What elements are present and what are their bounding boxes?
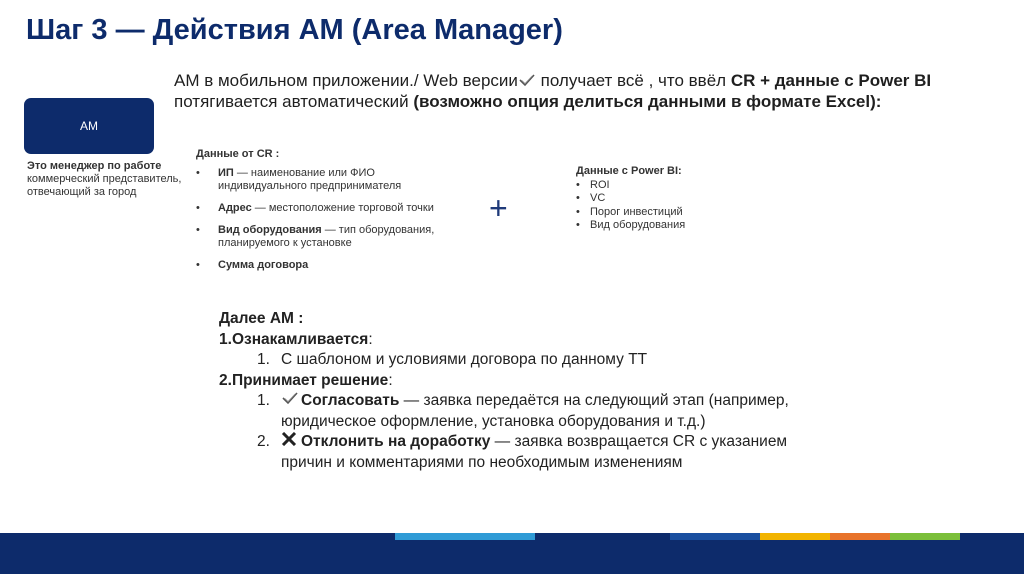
powerbi-data-block <box>576 165 776 233</box>
intro-bold-2: (возможно опция делиться данными в формате Excel): <box>413 92 882 111</box>
intro-text-2: получает всё , что ввёл <box>535 71 731 90</box>
bullet-icon: • <box>576 178 580 191</box>
option-approve-number: 1. <box>257 392 270 409</box>
bullet-icon: • <box>576 192 580 204</box>
footer-stripe <box>830 533 890 540</box>
step-2-label: Принимает решение <box>231 371 389 389</box>
option-reject-label: Отклонить на доработку <box>301 433 491 450</box>
option-reject-number: 2. <box>257 433 270 450</box>
bullet-icon: • <box>196 167 200 179</box>
intro-text-3: потягивается автоматический <box>174 92 414 111</box>
footer-stripe <box>395 533 535 540</box>
powerbi-item: ROI <box>590 178 610 191</box>
cr-item-bold: ИП <box>218 167 234 179</box>
powerbi-item: Вид оборудования <box>590 219 686 231</box>
next-heading-text: Далее АМ : <box>219 310 304 327</box>
option-approve-text: — заявка передаётся на следующий этап (например, юридическое оформление, установка оборудования и т.д.) <box>281 392 789 430</box>
footer-stripe <box>0 533 395 540</box>
list-item <box>196 167 466 193</box>
bullet-icon: • <box>576 219 580 231</box>
footer-stripe <box>670 533 760 540</box>
list-item <box>196 259 466 272</box>
cr-item-bold: Адрес <box>218 202 252 214</box>
step-1-colon: : <box>368 330 373 348</box>
step-1-sub <box>219 350 819 371</box>
step-1-number: 1. <box>219 330 232 348</box>
am-description-bold: Это менеджер по работе <box>27 160 162 172</box>
bullet-icon: • <box>196 202 200 214</box>
bullet-icon: • <box>196 259 200 271</box>
list-item <box>576 179 776 193</box>
cross-icon <box>281 432 301 446</box>
option-reject-text: — заявка возвращается CR с указанием причин и комментариями по необходимым изменениям <box>281 433 788 471</box>
bullet-icon: • <box>196 224 200 236</box>
step-1 <box>219 330 819 351</box>
cr-item-rest: — местоположение торговой точки <box>251 202 434 214</box>
cr-data-list <box>196 167 466 272</box>
list-item <box>576 192 776 206</box>
cr-data-heading: Данные от CR : <box>196 148 280 160</box>
list-item <box>196 224 466 250</box>
option-approve-label: Согласовать <box>301 392 400 409</box>
page-title: Шаг 3 — Действия АМ (Area Manager) <box>26 14 563 46</box>
footer-stripe <box>535 533 670 540</box>
footer-stripe <box>890 533 960 540</box>
list-item <box>196 202 466 215</box>
intro-paragraph <box>174 70 964 112</box>
am-role-label: АМ <box>80 119 98 133</box>
step-2-colon: : <box>388 371 393 389</box>
am-description <box>27 160 202 199</box>
intro-bold-1: CR + данные с Power BI <box>730 71 932 90</box>
cr-item-bold: Вид оборудования <box>218 224 322 236</box>
cr-item-rest: — наименование или ФИО индивидуального предпринимателя <box>218 167 402 192</box>
next-heading <box>219 309 819 330</box>
step-2-number: 2. <box>219 371 232 389</box>
check-icon <box>281 391 301 405</box>
am-role-box <box>24 98 154 154</box>
option-reject <box>219 432 819 473</box>
option-approve <box>219 391 819 432</box>
step-1-label: Ознакамливается <box>231 330 369 348</box>
am-description-rest: коммерческий представитель, отвечающий за город <box>27 173 182 198</box>
plus-icon: + <box>489 190 508 226</box>
next-steps-block <box>219 309 819 473</box>
cr-item-bold: Сумма договора <box>218 259 309 271</box>
intro-text-1: АМ в мобильном приложении./ Web версии <box>174 71 518 90</box>
step-1-sub-text: С шаблоном и условиями договора по данному ТТ <box>281 351 648 368</box>
powerbi-item: Порог инвестиций <box>590 205 683 218</box>
bullet-icon: • <box>576 205 580 218</box>
list-item <box>576 206 776 220</box>
footer-stripe <box>960 533 1024 540</box>
cr-data-block <box>196 148 466 281</box>
step-1-sub-number: 1. <box>257 351 270 368</box>
step-2 <box>219 371 819 392</box>
list-item <box>576 219 776 233</box>
check-icon <box>518 71 536 85</box>
powerbi-heading: Данные с Power BI: <box>576 165 682 177</box>
cr-item-rest: — тип оборудования, планируемого к установке <box>218 224 435 249</box>
powerbi-list <box>576 179 776 233</box>
powerbi-item: VC <box>590 192 606 204</box>
footer-stripe <box>760 533 830 540</box>
